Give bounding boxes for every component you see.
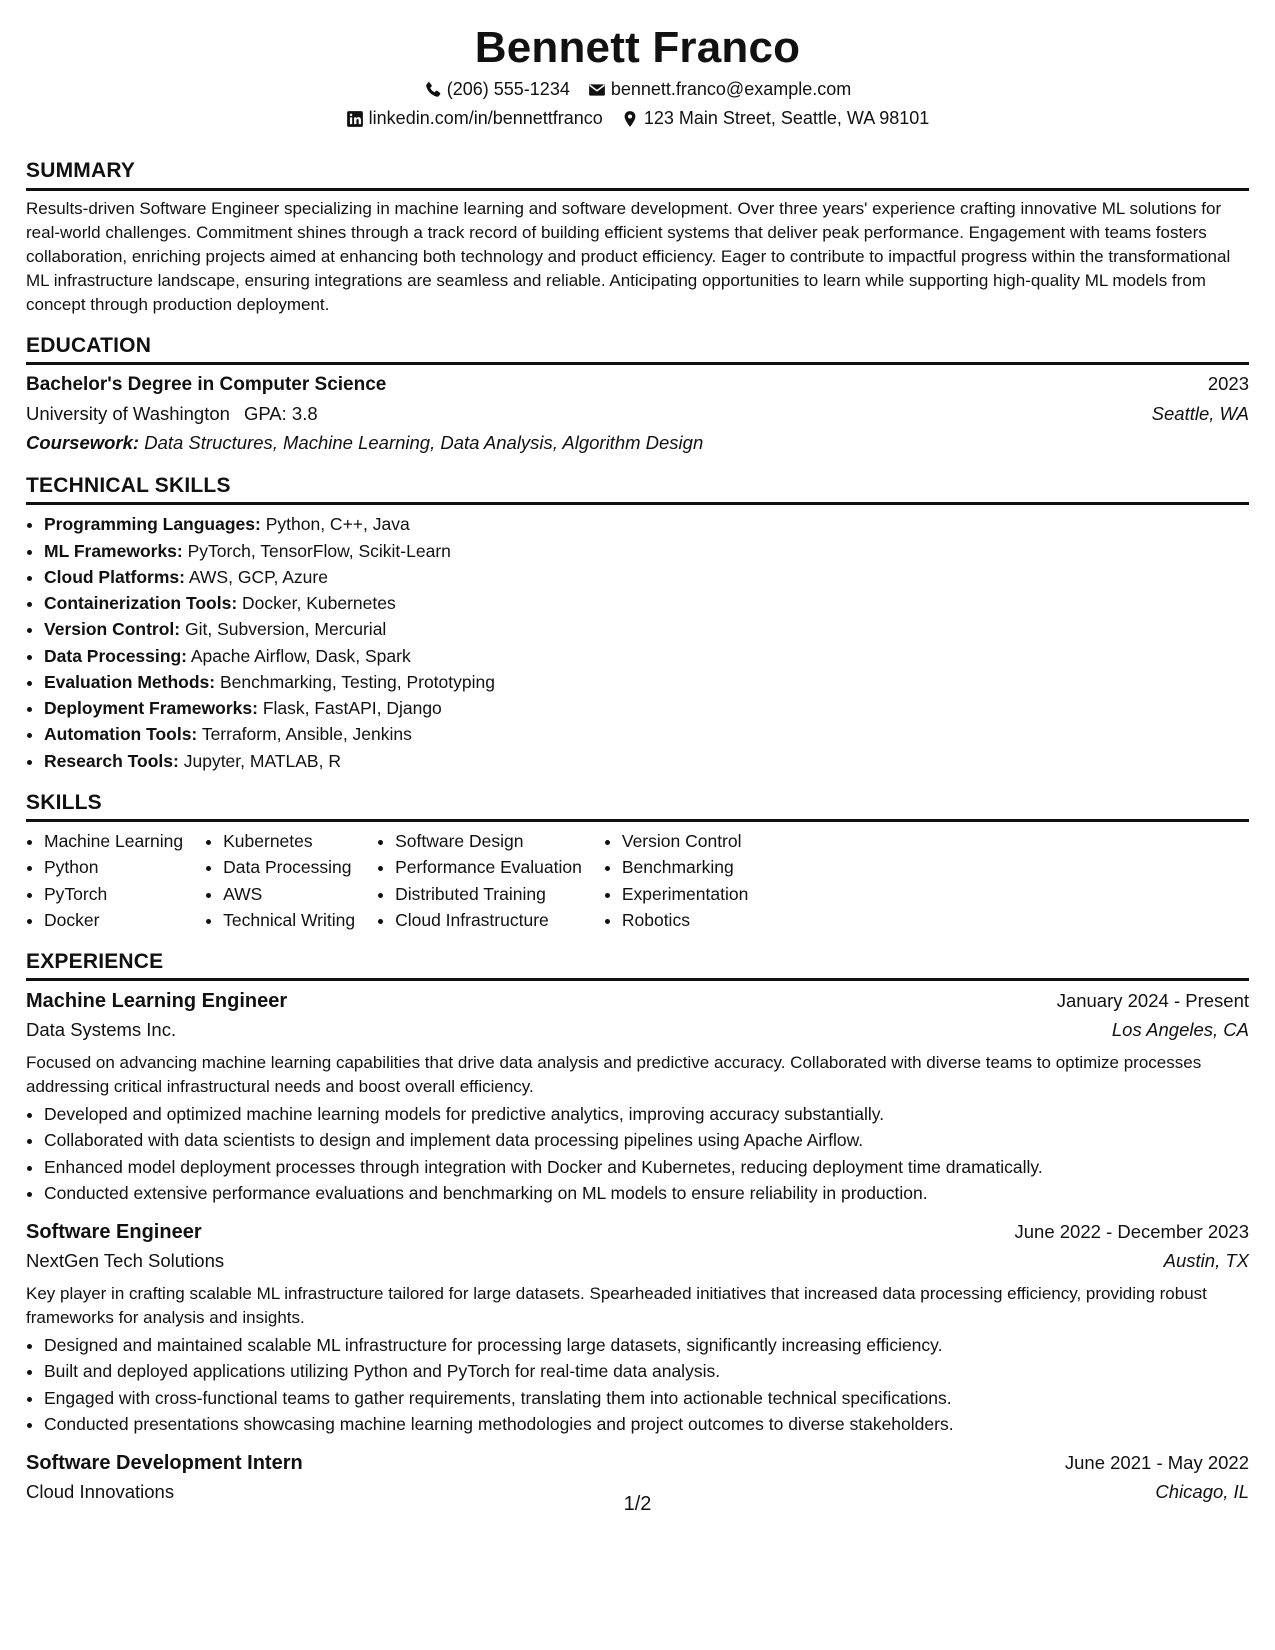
- linkedin-link[interactable]: linkedin.com/in/bennettfranco: [368, 108, 603, 129]
- job-bullets: [26, 1101, 1249, 1206]
- list-item: [44, 748, 1249, 774]
- section-title-skills: SKILLS: [26, 790, 1249, 822]
- job-description: Focused on advancing machine learning capabilities that drive data analysis and predictive accuracy. Collaborated with diverse teams to optimize processes addressing critical infrastructural needs and boost overall efficiency.: [26, 1052, 1202, 1097]
- education-header-row: [26, 371, 1249, 399]
- coursework-label: Coursework:: [26, 431, 140, 453]
- contact-row-2: [26, 105, 1249, 132]
- skill-category-value: Benchmarking, Testing, Prototyping: [220, 671, 495, 692]
- list-item: • Machine Learning: [44, 828, 183, 854]
- school-location: Seattle, WA: [1151, 402, 1249, 424]
- skills-section: [26, 790, 1249, 933]
- list-item: • Built and deployed applications utilizing Python and PyTorch for real-time data analysis.: [44, 1358, 1249, 1384]
- skill-category-value: Terraform, Ansible, Jenkins: [201, 724, 412, 745]
- job-company-row: [26, 1015, 1249, 1045]
- list-item: • Kubernetes: [223, 828, 355, 854]
- skills-column: [26, 828, 183, 933]
- list-item: [44, 511, 1249, 537]
- job-location: Los Angeles, CA: [1111, 1019, 1249, 1041]
- list-item: [44, 721, 1249, 747]
- skill-category-label: Cloud Platforms:: [44, 566, 185, 587]
- skills-column: [604, 828, 748, 933]
- list-item: • Collaborated with data scientists to design and implement data processing pipelines using Apache Airflow.: [44, 1127, 1249, 1153]
- page-number: 1/2: [623, 1493, 652, 1515]
- phone-icon: [424, 81, 442, 99]
- list-item: • Engaged with cross-functional teams to gather requirements, translating them into actionable technical specifications.: [44, 1385, 1249, 1411]
- job-dates: June 2021 - May 2022: [1064, 1452, 1249, 1473]
- skill-category-label: Deployment Frameworks:: [44, 698, 258, 719]
- education-school-row: [26, 399, 1249, 429]
- degree: Bachelor's Degree in Computer Science: [26, 374, 387, 396]
- section-title-education: EDUCATION: [26, 333, 1249, 365]
- contact-address: [621, 105, 930, 132]
- job-dates: June 2022 - December 2023: [1014, 1221, 1249, 1243]
- education-section: [26, 333, 1249, 457]
- graduation-year: 2023: [1207, 373, 1249, 395]
- list-item: • Robotics: [622, 907, 748, 933]
- list-item: • Experimentation: [622, 881, 748, 907]
- summary-section: [26, 158, 1249, 317]
- company-name: Cloud Innovations: [26, 1481, 175, 1502]
- skill-category-label: Containerization Tools:: [44, 593, 238, 614]
- skills-column: [377, 828, 582, 933]
- skill-category-value: AWS, GCP, Azure: [188, 566, 328, 587]
- job-description: Key player in crafting scalable ML infrastructure tailored for large datasets. Spearheaded initiatives that increased data processing efficiency, providing robust frameworks for analysis and insights.: [26, 1283, 1207, 1327]
- job-bullets: [26, 1332, 1249, 1437]
- skill-category-label: Version Control:: [44, 619, 181, 640]
- list-item: • AWS: [223, 881, 355, 907]
- list-item: • Designed and maintained scalable ML infrastructure for processing large datasets, significantly increasing efficiency.: [44, 1332, 1249, 1358]
- list-item: [44, 590, 1249, 616]
- email-link[interactable]: bennett.franco@example.com: [610, 79, 852, 100]
- candidate-name: Bennett Franco: [474, 23, 801, 72]
- job-location: Austin, TX: [1163, 1250, 1249, 1272]
- job-title: Machine Learning Engineer: [26, 990, 288, 1013]
- list-item: • Version Control: [622, 828, 748, 854]
- skill-category-label: Automation Tools:: [44, 724, 198, 745]
- skill-category-label: Data Processing:: [44, 645, 187, 666]
- skill-category-value: Python, C++, Java: [265, 514, 410, 535]
- list-item: [44, 643, 1249, 669]
- contact-email[interactable]: [588, 76, 851, 103]
- list-item: [44, 616, 1249, 642]
- list-item: • Docker: [44, 907, 183, 933]
- list-item: • Distributed Training: [395, 881, 582, 907]
- skill-category-value: Apache Airflow, Dask, Spark: [190, 645, 411, 666]
- skill-category-value: Flask, FastAPI, Django: [262, 698, 442, 719]
- section-title-experience: EXPERIENCE: [26, 949, 1249, 981]
- list-item: • Python: [44, 854, 183, 880]
- skills-grid: [26, 828, 1249, 933]
- experience-section: [26, 949, 1249, 1506]
- job-title: Software Engineer: [26, 1221, 202, 1244]
- contact-phone: [424, 76, 570, 103]
- job-company-row: [26, 1246, 1249, 1276]
- contact-row-1: [26, 76, 1249, 103]
- list-item: [44, 669, 1249, 695]
- map-pin-icon: [621, 110, 639, 128]
- list-item: • Benchmarking: [622, 854, 748, 880]
- list-item: [44, 564, 1249, 590]
- technical-skills-section: [26, 473, 1249, 774]
- company-name: Data Systems Inc.: [26, 1019, 177, 1041]
- list-item: [44, 538, 1249, 564]
- skill-category-value: Docker, Kubernetes: [242, 593, 396, 614]
- section-title-technical-skills: TECHNICAL SKILLS: [26, 473, 1249, 505]
- address-text: 123 Main Street, Seattle, WA 98101: [643, 108, 930, 129]
- job-header-row: [26, 987, 1249, 1015]
- job-header-row: [26, 1449, 1249, 1477]
- skill-category-label: Research Tools:: [44, 750, 179, 771]
- list-item: • PyTorch: [44, 881, 183, 907]
- list-item: • Cloud Infrastructure: [395, 907, 582, 933]
- list-item: • Performance Evaluation: [395, 854, 582, 880]
- job-entry: [26, 987, 1249, 1206]
- list-item: • Software Design: [395, 828, 582, 854]
- list-item: • Conducted extensive performance evaluations and benchmarking on ML models to ensure reliability in production.: [44, 1180, 1249, 1206]
- envelope-icon: [588, 81, 606, 99]
- list-item: [44, 695, 1249, 721]
- company-name: NextGen Tech Solutions: [26, 1250, 225, 1272]
- phone-text: (206) 555-1234: [446, 79, 570, 100]
- coursework: [26, 429, 1249, 458]
- school-name: University of Washington: [26, 402, 230, 424]
- job-header-row: [26, 1218, 1249, 1246]
- resume-page: [26, 18, 1249, 1507]
- list-item: • Data Processing: [223, 854, 355, 880]
- list-item: • Enhanced model deployment processes through integration with Docker and Kubernetes, reducing deployment time dramatically.: [44, 1154, 1249, 1180]
- skill-category-label: ML Frameworks:: [44, 540, 183, 561]
- skill-category-value: PyTorch, TensorFlow, Scikit-Learn: [187, 540, 451, 561]
- technical-skills-list: [26, 511, 1249, 774]
- gpa: GPA: 3.8: [243, 402, 318, 424]
- skill-category-label: Evaluation Methods:: [44, 671, 216, 692]
- section-title-summary: SUMMARY: [26, 158, 1249, 190]
- skill-category-value: Jupyter, MATLAB, R: [183, 750, 341, 771]
- job-dates: January 2024 - Present: [1056, 990, 1249, 1012]
- summary-text: Results-driven Software Engineer specializing in machine learning and software development. Over three years' experience crafting innovative ML solutions for real-world challenges. Commitment shines through a track record of building efficient systems that deliver peak performance. Engagement with teams fosters collaboration, enriching projects aimed at enhancing both technology and product efficiency. Eager to contribute to impactful progress within the transformational ML infrastructure landscape, ensuring integrations are seamless and reliable. Anticipating opportunities to learn while supporting high-quality ML models from concept through production deployment.: [26, 198, 1231, 315]
- job-location: Chicago, IL: [1155, 1481, 1249, 1502]
- skill-category-value: Git, Subversion, Mercurial: [185, 619, 387, 640]
- linkedin-icon: [346, 110, 364, 128]
- job-title: Software Development Intern: [26, 1452, 303, 1474]
- list-item: • Conducted presentations showcasing machine learning methodologies and project outcomes to diverse stakeholders.: [44, 1411, 1249, 1437]
- job-entry: [26, 1218, 1249, 1437]
- coursework-list: Data Structures, Machine Learning, Data Analysis, Algorithm Design: [144, 431, 704, 453]
- skills-column: [205, 828, 355, 933]
- list-item: • Developed and optimized machine learning models for predictive analytics, improving accuracy substantially.: [44, 1101, 1249, 1127]
- contact-linkedin[interactable]: [346, 105, 603, 132]
- list-item: • Technical Writing: [223, 907, 355, 933]
- skill-category-label: Programming Languages:: [44, 514, 261, 535]
